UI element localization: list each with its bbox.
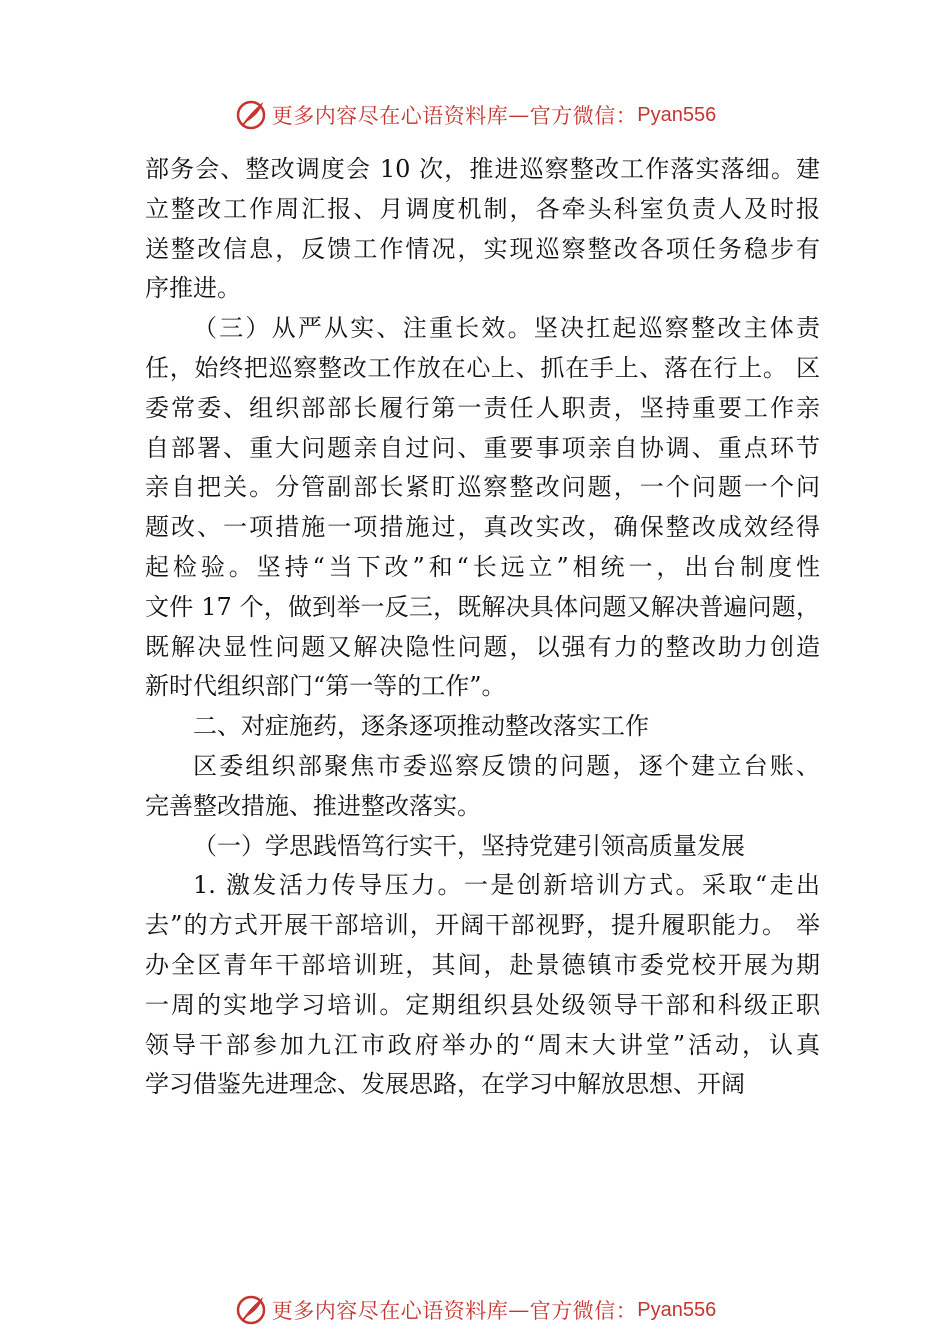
body-line: 去”的方式开展干部培训，开阔干部视野，提升履职能力。 举 xyxy=(145,911,820,940)
banner-wechat-label: 官方微信： xyxy=(529,1299,638,1323)
body-line: 一周的实地学习培训。定期组织县处级领导干部和科级正职 xyxy=(145,990,820,1019)
banner-wechat-label: 官方微信： xyxy=(529,104,638,128)
body-line: 任，始终把巡察整改工作放在心上、抓在手上、落在行上。 区 xyxy=(145,353,820,382)
subsection-heading: （一）学思践悟笃行实干，坚持党建引领高质量发展 xyxy=(193,831,745,860)
body-line: 新时代组织部门“第一等的工作”。 xyxy=(145,672,506,701)
banner-wechat-id: Pyan556 xyxy=(637,103,717,126)
body-line: 送整改信息，反馈工作情况，实现巡察整改各项任务稳步有 xyxy=(145,234,820,263)
body-line: 起检验。坚持“当下改”和“长远立”相统一，出台制度性 xyxy=(145,552,820,581)
body-line: 办全区青年干部培训班，其间，赴景德镇市委党校开展为期 xyxy=(145,950,820,979)
body-line: 自部署、重大问题亲自过问、重要事项亲自协调、重点环节 xyxy=(145,433,820,462)
body-line: 既解决显性问题又解决隐性问题，以强有力的整改助力创造 xyxy=(145,632,820,661)
document-body xyxy=(145,150,820,1105)
body-line: 立整改工作周汇报、月调度机制，各牵头科室负责人及时报 xyxy=(145,194,820,223)
page-header-banner xyxy=(0,95,950,135)
banner-site-text: 更多内容尽在心语资料库 xyxy=(271,1299,509,1323)
body-line: 部务会、整改调度会 10 次，推进巡察整改工作落实落细。建 xyxy=(145,155,820,183)
banner-separator: — xyxy=(508,103,530,127)
feather-pen-logo-icon xyxy=(234,1293,268,1327)
body-line: 领导干部参加九江市政府举办的“周末大讲堂”活动，认真 xyxy=(145,1030,820,1059)
page-footer-banner xyxy=(0,1290,950,1330)
body-line: 完善整改措施、推进整改落实。 xyxy=(145,791,481,820)
body-line: 亲自把关。分管副部长紧盯巡察整改问题，一个问题一个问 xyxy=(145,473,820,502)
body-line: 题改、一项措施一项措施过，真改实改，确保整改成效经得 xyxy=(145,513,820,542)
body-line: 1. 激发活力传导压力。一是创新培训方式。采取“走出 xyxy=(193,871,820,900)
feather-pen-logo-icon xyxy=(234,98,268,132)
body-line: 委常委、组织部部长履行第一责任人职责，坚持重要工作亲 xyxy=(145,393,820,422)
banner-separator: — xyxy=(508,1298,530,1322)
banner-site-text: 更多内容尽在心语资料库 xyxy=(271,104,509,128)
section-heading: 二、对症施药，逐条逐项推动整改落实工作 xyxy=(193,712,649,741)
banner-wechat-id: Pyan556 xyxy=(637,1298,717,1321)
body-line: 序推进。 xyxy=(145,274,241,303)
body-line: 区委组织部聚焦市委巡察反馈的问题，逐个建立台账、 xyxy=(193,751,820,780)
body-line: （三）从严从实、注重长效。坚决扛起巡察整改主体责 xyxy=(193,314,820,343)
body-line: 学习借鉴先进理念、发展思路，在学习中解放思想、开阔 xyxy=(145,1070,745,1099)
body-line: 文件 17 个，做到举一反三，既解决具体问题又解决普遍问题， xyxy=(145,592,820,621)
